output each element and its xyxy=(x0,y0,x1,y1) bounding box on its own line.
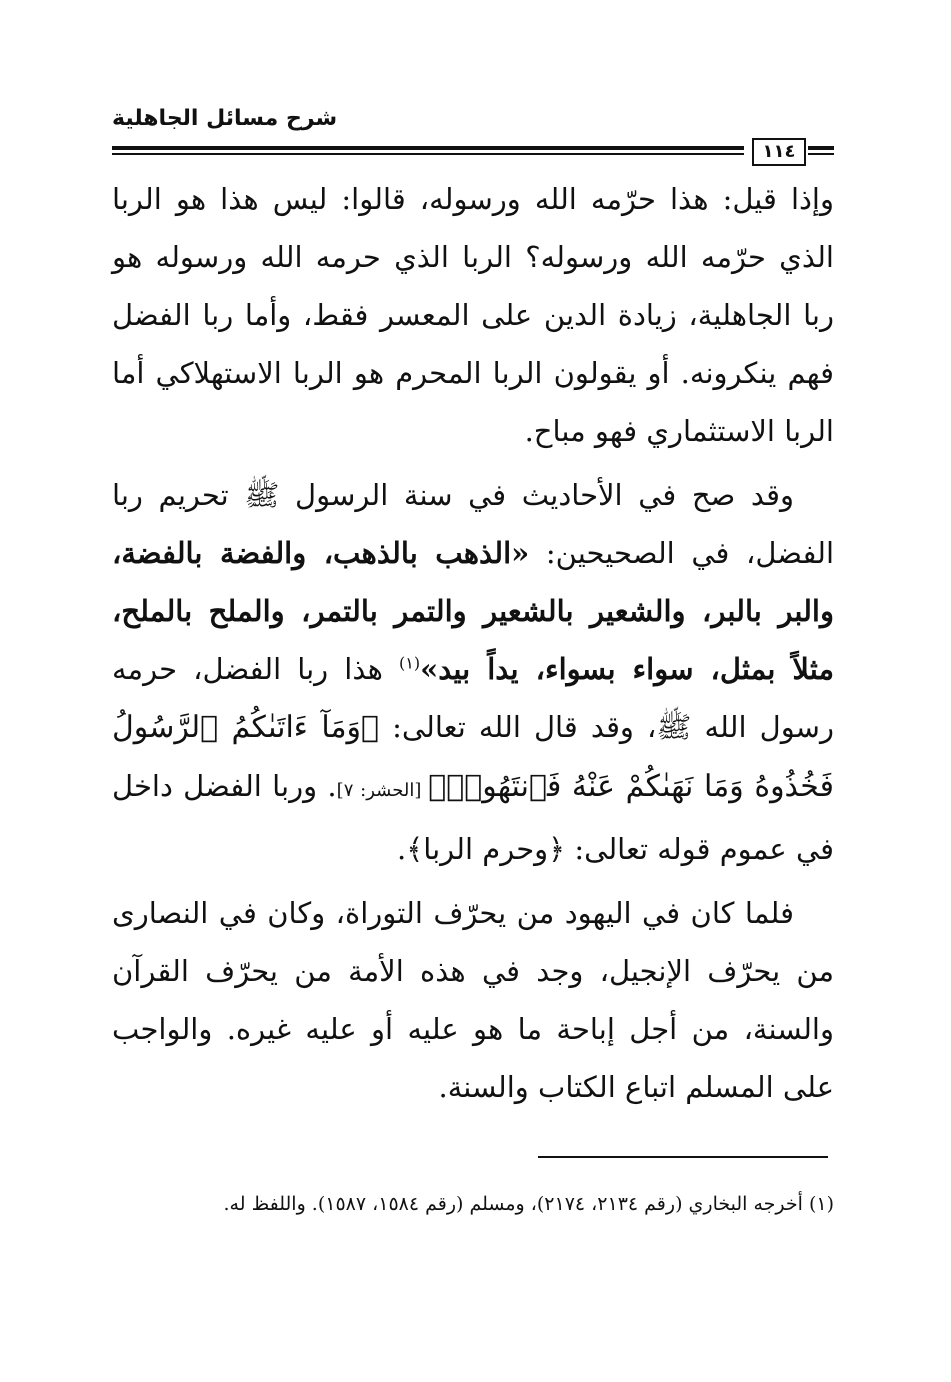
hadith-quote: «الذهب بالذهب، والفضة بالفضة، والبر بالبر، والشعير بالشعير والتمر بالتمر، والملح بالملح، مثلاً بمثل، سواء بسواء، يداً بيد» xyxy=(112,536,834,686)
quran-verse: ﴿وَمَآ ءَاتَىٰكُمُ ٱلرَّسُولُ فَخُذُوهُ وَمَا نَهَىٰكُمْ عَنْهُ فَٱنتَهُوا۟﴾ xyxy=(112,710,835,804)
header-rule-thick xyxy=(112,146,744,150)
header-rule-tail-thin xyxy=(808,153,834,155)
quran-short-verse: ﴿وحرم الربا﴾ xyxy=(406,832,566,866)
p2-after-verse: . وربا الفضل داخل في عموم قوله تعالى: xyxy=(112,769,834,866)
header-rule-tail-thick xyxy=(808,146,834,150)
footnote-1: (١) أخرجه البخاري (رقم ٢١٣٤، ٢١٧٤)، ومسلم (رقم ١٥٨٤، ١٥٨٧). واللفظ له. xyxy=(223,1193,834,1215)
footnote-marker: (١) xyxy=(398,653,421,673)
running-title: شرح مسائل الجاهلية xyxy=(112,106,338,131)
p2-end: . xyxy=(397,832,407,866)
p2-after-hadith: هذا ربا الفضل، حرمه رسول الله ﷺ، وقد قال الله تعالى: xyxy=(112,652,834,744)
page-number: ١١٤ xyxy=(752,138,806,166)
header-rule-thin xyxy=(112,153,744,155)
p2-intro: وقد صح في الأحاديث في سنة الرسول ﷺ تحريم ربا الفضل، في الصحيحين: xyxy=(112,478,835,570)
paragraph-1: وإذا قيل: هذا حرّمه الله ورسوله، قالوا: ليس هذا هو الربا الذي حرّمه الله ورسوله؟ الربا الذي حرمه الله ورسوله هو ربا الجاهلية، زيادة الدين على المعسر فقط، وأما ربا الفضل فهم ينكرونه. أو يقولون الربا المحرم هو الربا الاستهلاكي أما الربا الاستثماري فهو مباح. xyxy=(112,182,834,448)
paragraph-3: فلما كان في اليهود من يحرّف التوراة، وكان في النصارى من يحرّف الإنجيل، وجد في هذه الأمة من يحرّف القرآن والسنة، من أجل إباحة ما هو عليه أو عليه غيره. والواجب على المسلم اتباع الكتاب والسنة. xyxy=(112,896,834,1104)
main-text xyxy=(112,170,834,1122)
header-rule-tail xyxy=(808,146,834,158)
footnote-separator xyxy=(538,1156,828,1158)
header-rule xyxy=(112,146,744,160)
paragraph-2 xyxy=(112,466,834,878)
verse-reference: [الحشر: ٧] xyxy=(336,780,429,801)
